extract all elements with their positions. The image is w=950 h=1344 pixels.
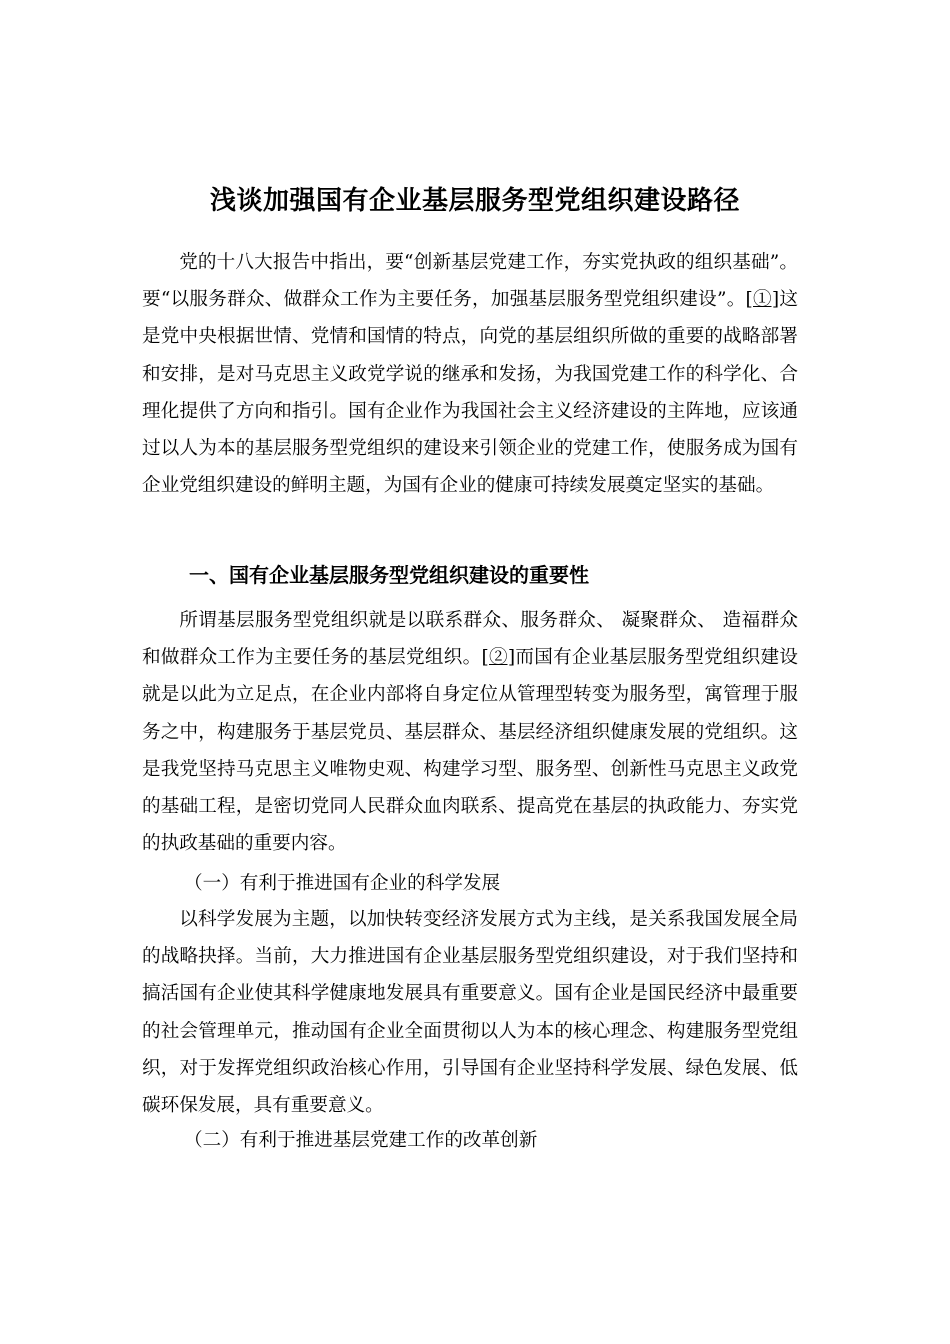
section1-text-2: 而国有企业基层服务型党组织建设就是以此为立足点，在企业内部将自身定位从管理型转变为服务型，寓管理于服务之中，构建服务于基层党员、基层群众、基层经济组织健康发展的党组织。这是我党坚持马克思主义唯物史观、构建学习型、服务型、创新性马克思主义政党的基础工程，是密切党同人民群众血肉联系、提高党在基层的执政能力、夯实党的执政基础的重要内容。 [142, 647, 798, 855]
intro-paragraph [142, 244, 798, 504]
subsection-heading-2: （二）有利于推进基层党建工作的改革创新 [184, 1130, 538, 1151]
section-heading-1: 一、国有企业基层服务型党组织建设的重要性 [189, 563, 589, 587]
section1-paragraph [142, 602, 798, 862]
footnote-link-2[interactable]: [②] [481, 647, 516, 669]
intro-text-1: 党的十八大报告中指出，要“创新基层党建工作，夯实党执政的组织基础”。要“以服务群众、做群众工作为主要任务，加强基层服务型党组织建设”。 [142, 252, 798, 311]
section1-text-1: 所谓基层服务型党组织就是以联系群众、服务群众、 凝聚群众、 造福群众和做群众工作为主要任务的基层党组织。 [142, 610, 798, 669]
footnote-link-1[interactable]: [①] [745, 289, 780, 311]
document-title: 浅谈加强国有企业基层服务型党组织建设路径 [209, 186, 740, 216]
subsection-heading-1: （一）有利于推进国有企业的科学发展 [184, 873, 501, 894]
intro-text-2: 这是党中央根据世情、党情和国情的特点，向党的基层组织所做的重要的战略部署和安排，是对马克思主义政党学说的继承和发扬，为我国党建工作的科学化、合理化提供了方向和指引。国有企业作为我国社会主义经济建设的主阵地，应该通过以人为本的基层服务型党组织的建设来引领企业的党建工作，使服务成为国有企业党组织建设的鲜明主题，为国有企业的健康可持续发展奠定坚实的基础。 [142, 289, 798, 497]
subsection1-paragraph: 以科学发展为主题，以加快转变经济发展方式为主线，是关系我国发展全局的战略抉择。当前，大力推进国有企业基层服务型党组织建设，对于我们坚持和搞活国有企业使其科学健康地发展具有重要意义。国有企业是国民经济中最重要的社会管理单元，推动国有企业全面贯彻以人为本的核心理念、构建服务型党组织，对于发挥党组织政治核心作用，引导国有企业坚持科学发展、绿色发展、低碳环保发展，具有重要意义。 [142, 909, 798, 1117]
